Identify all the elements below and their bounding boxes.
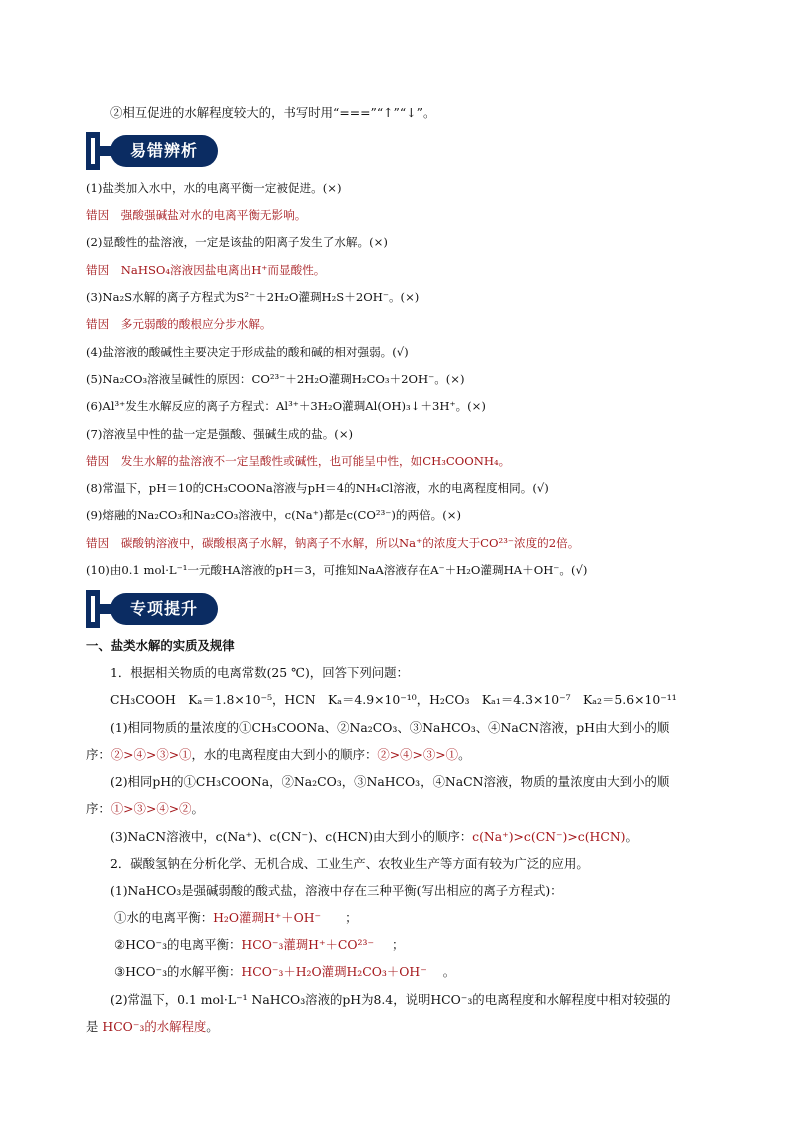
list-item: (1)盐类加入水中，水的电离平衡一定被促进。(×): [86, 181, 342, 195]
equation-line: ②HCO⁻₃的电离平衡：HCO⁻₃灌琱H⁺＋CO²³⁻ ；: [114, 937, 405, 952]
list-item: (9)熔融的Na₂CO₃和Na₂CO₃溶液中，c(Na⁺)都是c(CO²³⁻)的两倍。(×): [86, 508, 461, 522]
list-item: (7)溶液呈中性的盐一定是强酸、强碱生成的盐。(×): [86, 427, 354, 441]
header-bracket-icon: [86, 132, 100, 170]
list-item: (6)Al³⁺发生水解反应的离子方程式：Al³⁺＋3H₂O灌琱Al(OH)₃↓＋3H⁺。(×): [86, 399, 486, 413]
list-item: (4)盐溶液的酸碱性主要决定于形成盐的酸和碱的相对强弱。(√): [86, 345, 409, 359]
error-reason: 错因 NaHSO₄溶液因盐电离出H⁺而显酸性。: [86, 263, 326, 277]
answer-line: 序：①>③>④>②。: [86, 801, 204, 816]
error-reason: 错因 碳酸钠溶液中，碳酸根离子水解，钠离子不水解，所以Na⁺的浓度大于CO²³⁻浓度的2倍。: [86, 536, 580, 550]
error-reason: 错因 发生水解的盐溶液不一定呈酸性或碱性，也可能呈中性，如CH₃COONH₄。: [86, 454, 511, 468]
answer: ②>④>③>①: [377, 747, 459, 762]
header-bracket-icon: [86, 590, 100, 628]
question-1: 1．根据相关物质的电离常数(25 ℃)，回答下列问题：: [110, 665, 409, 680]
question-1-part-3: (3)NaCN溶液中，c(Na⁺)、c(CN⁻)、c(HCN)由大到小的顺序：c(Na⁺)>c(CN⁻)>c(HCN)。: [110, 829, 638, 844]
answer: HCO⁻₃灌琱H⁺＋CO²³⁻: [241, 937, 374, 952]
answer: H₂O灌琱H⁺＋OH⁻: [213, 910, 322, 925]
answer: c(Na⁺)>c(CN⁻)>c(HCN): [472, 829, 626, 844]
answer: HCO⁻₃的水解程度: [102, 1019, 207, 1034]
answer: HCO⁻₃＋H₂O灌琱H₂CO₃＋OH⁻: [241, 964, 427, 979]
list-item: (5)Na₂CO₃溶液呈碱性的原因：CO²³⁻＋2H₂O灌琱H₂CO₃＋2OH⁻。(×): [86, 372, 465, 386]
section-title: 易错辨析: [110, 135, 218, 167]
question-1-part-2: (2)相同pH的①CH₃COONa，②Na₂CO₃，③NaHCO₃，④NaCN溶液，物质的量浓度由大到小的顺: [110, 774, 670, 789]
section-header-practice: [86, 590, 226, 628]
intro-text: ②相互促进的水解程度较大的，书写时用“===”“↑”“↓”。: [110, 105, 436, 120]
error-reason: 错因 多元弱酸的酸根应分步水解。: [86, 317, 272, 331]
answer-line: 是 HCO⁻₃的水解程度。: [86, 1019, 219, 1034]
constants-line: CH₃COOH Kₐ＝1.8×10⁻⁵，HCN Kₐ＝4.9×10⁻¹⁰，H₂CO₃ Kₐ₁＝4.3×10⁻⁷ Kₐ₂＝5.6×10⁻¹¹: [110, 692, 677, 707]
question-1-part-1: (1)相同物质的量浓度的①CH₃COONa、②Na₂CO₃、③NaHCO₃、④NaCN溶液，pH由大到小的顺: [110, 720, 670, 735]
answer: ②>④>③>①: [110, 747, 192, 762]
question-2: 2．碳酸氢钠在分析化学、无机合成、工业生产、农牧业生产等方面有较为广泛的应用。: [110, 856, 589, 871]
list-item: (10)由0.1 mol·L⁻¹一元酸HA溶液的pH＝3，可推知NaA溶液存在A⁻＋H₂O灌琱HA＋OH⁻。(√): [86, 563, 588, 577]
equation-line: ①水的电离平衡：H₂O灌琱H⁺＋OH⁻ ；: [114, 910, 358, 925]
error-reason: 错因 强酸强碱盐对水的电离平衡无影响。: [86, 208, 307, 222]
subsection-heading: 一、盐类水解的实质及规律: [86, 638, 235, 653]
question-2-part-2: (2)常温下，0.1 mol·L⁻¹ NaHCO₃溶液的pH为8.4，说明HCO⁻₃的电离程度和水解程度中相对较强的: [110, 992, 671, 1007]
section-header-errors: [86, 132, 226, 170]
list-item: (2)显酸性的盐溶液，一定是该盐的阳离子发生了水解。(×): [86, 235, 388, 249]
question-2-part-1: (1)NaHCO₃是强碱弱酸的酸式盐，溶液中存在三种平衡(写出相应的离子方程式)：: [110, 883, 563, 898]
section-title: 专项提升: [110, 593, 218, 625]
answer-line: 序：②>④>③>①，水的电离程度由大到小的顺序：②>④>③>①。: [86, 747, 471, 762]
equation-line: ③HCO⁻₃的水解平衡：HCO⁻₃＋H₂O灌琱H₂CO₃＋OH⁻ 。: [114, 964, 456, 979]
list-item: (3)Na₂S水解的离子方程式为S²⁻＋2H₂O灌琱H₂S＋2OH⁻。(×): [86, 290, 420, 304]
answer: ①>③>④>②: [110, 801, 192, 816]
list-item: (8)常温下，pH＝10的CH₃COONa溶液与pH＝4的NH₄Cl溶液，水的电离程度相同。(√): [86, 481, 549, 495]
